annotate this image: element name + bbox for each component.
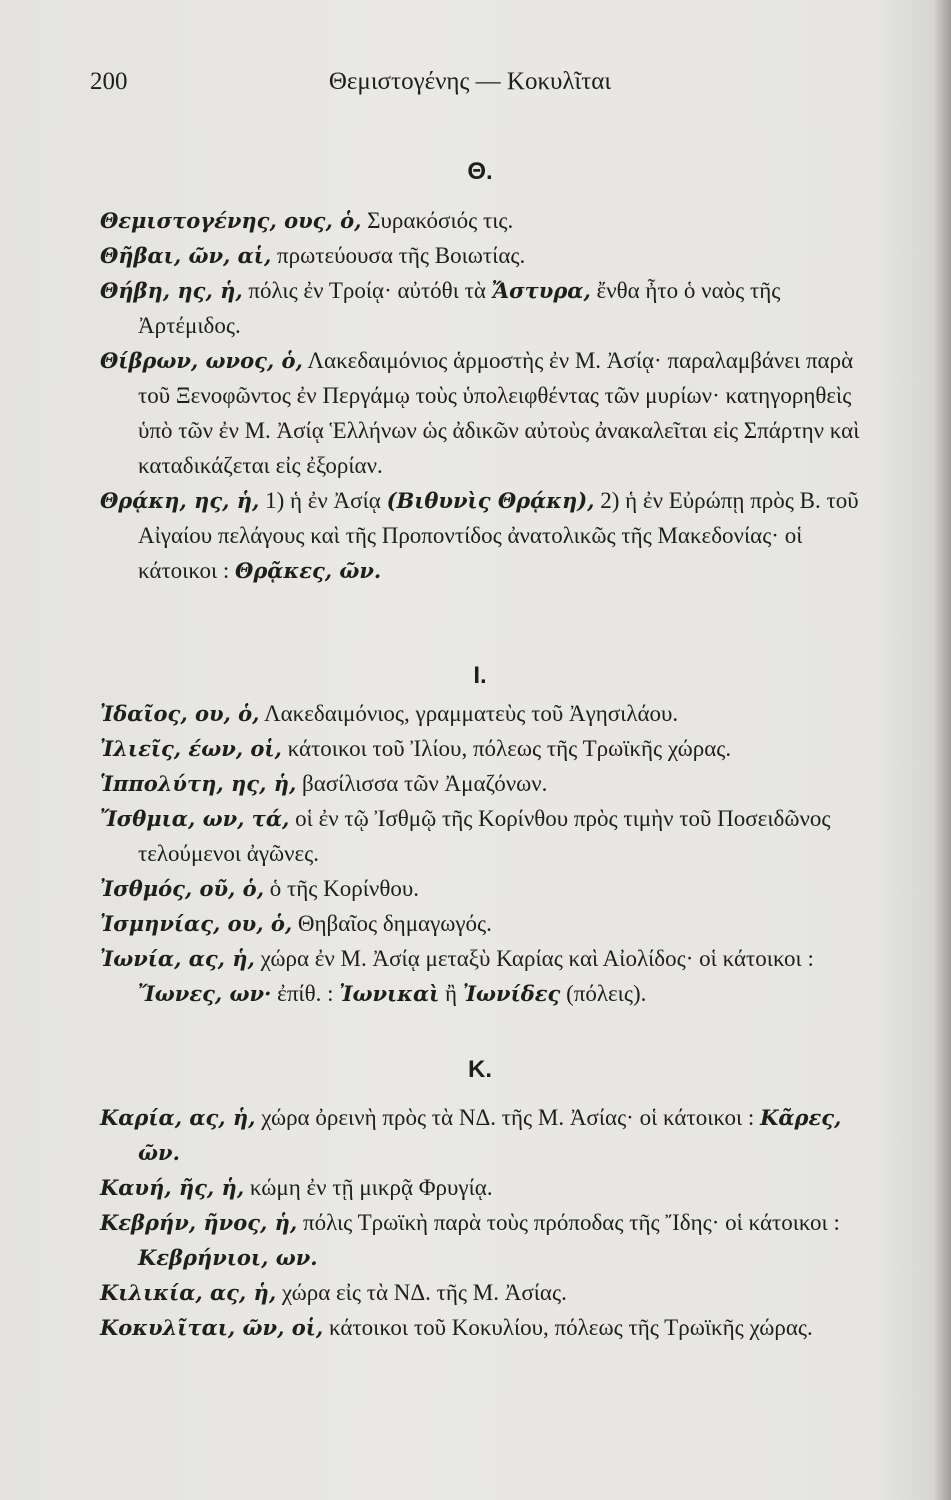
dictionary-entry [100,483,868,588]
page-edge-shadow [933,0,951,1500]
entry-subheadword: Ἰωνικαὶ [339,981,440,1006]
section-letter-kappa: Κ. [468,1056,492,1083]
dictionary-entry [100,871,868,906]
dictionary-entry [100,1170,868,1205]
entry-definition: χώρα ἐν Μ. Ἀσίᾳ μεταξὺ Καρίας καὶ Αἰολίδος· οἱ κάτοικοι : [254,946,814,971]
entry-subheadword: Κεβρήνιοι, ων. [138,1245,318,1270]
entry-definition: βασίλισσα τῶν Ἀμαζόνων. [296,771,548,796]
entry-headword: Θεμιστογένης, ους, ὁ, [100,208,362,233]
entry-definition: Λακεδαιμόνιος, γραμματεὺς τοῦ Ἀγησιλάου. [259,701,679,726]
running-title: Θεμιστογένης — Κοκυλῖται [328,68,612,95]
entry-definition: κάτοικοι τοῦ Κοκυλίου, πόλεως τῆς Τρωϊκῆς χώρας. [323,1315,813,1340]
section-iota-entries [100,696,868,1011]
entry-headword: Κεβρήν, ῆνος, ἡ, [100,1210,298,1235]
entry-definition: ἢ [439,981,463,1006]
entry-subheadword: Ἰωνίδες [462,981,561,1006]
page-number: 200 [90,68,128,95]
dictionary-entry [100,696,868,731]
dictionary-entry [100,906,868,941]
entry-definition: πόλις ἐν Τροίᾳ· αὐτόθι τὰ [242,278,492,303]
entry-subheadword: (Βιθυνὶς Θρᾴκη), [386,488,595,513]
entry-definition: πόλις Τρωϊκὴ παρὰ τοὺς πρόποδας τῆς Ἴδης· οἱ κάτοικοι : [297,1210,840,1235]
entry-headword: Θίβρων, ωνος, ὁ, [100,348,303,373]
entry-headword: Ἰλιεῖς, έων, οἱ, [100,736,282,761]
entry-headword: Καυή, ῆς, ἡ, [100,1175,245,1200]
section-kappa-entries [100,1100,868,1345]
section-letter-iota: Ι. [473,662,487,689]
entry-definition: ἐπίθ. : [271,981,340,1006]
entry-definition: Λακεδαιμόνιος ἁρμοστὴς ἐν Μ. Ἀσίᾳ· παραλαμβάνει παρὰ τοῦ Ξενοφῶντος ἐν Περγάμῳ τοὺς ὑπολειφθέντας τῶν μυρίων· κατηγορηθεὶς ὑπὸ τῶν ἐν Μ. Ἀσίᾳ Ἑλλήνων ὡς ἀδικῶν αὐτοὺς ἀνακαλεῖται εἰς Σπάρτην καὶ καταδικάζεται εἰς ἐξορίαν. [138,348,860,478]
entry-subheadword: Θρᾷκες, ῶν. [235,558,382,583]
entry-headword: Ἰωνία, ας, ἡ, [100,946,255,971]
entry-headword: Ἰδαῖος, ου, ὁ, [100,701,260,726]
entry-subheadword: Ἄστυρα, [491,278,591,303]
entry-subheadword: Κᾶρες, ῶν. [138,1105,842,1165]
entry-headword: Ἴσθμια, ων, τά, [100,806,290,831]
entry-definition: πρωτεύουσα τῆς Βοιωτίας. [271,243,526,268]
entry-definition: Θηβαῖος δημαγωγός. [292,911,492,936]
dictionary-entry [100,343,868,483]
entry-definition: χώρα εἰς τὰ ΝΔ. τῆς Μ. Ἀσίας. [276,1280,567,1305]
entry-definition: χώρα ὀρεινὴ πρὸς τὰ ΝΔ. τῆς Μ. Ἀσίας· οἱ κάτοικοι : [255,1105,761,1130]
entry-headword: Κοκυλῖται, ῶν, οἱ, [100,1315,324,1340]
entry-definition: (πόλεις). [560,981,647,1006]
section-letter-theta: Θ. [467,158,493,185]
dictionary-entry [100,1205,868,1275]
entry-definition: 2) ἡ ἐν Εὐρώπῃ πρὸς Β. τοῦ Αἰγαίου πελάγους καὶ τῆς Προποντίδος ἀνατολικῶς τῆς Μακεδονίας· οἱ κάτοικοι : [138,488,859,583]
dictionary-entry [100,1100,868,1170]
entry-definition: κάτοικοι τοῦ Ἰλίου, πόλεως τῆς Τρωϊκῆς χώρας. [281,736,732,761]
dictionary-entry [100,1310,868,1345]
dictionary-entry [100,801,868,871]
dictionary-entry [100,1275,868,1310]
entry-headword: Θήβη, ης, ἡ, [100,278,243,303]
dictionary-entry [100,273,868,343]
entry-headword: Ἰσθμός, οῦ, ὁ, [100,876,265,901]
entry-headword: Ἰσμηνίας, ου, ὁ, [100,911,293,936]
page-header [90,68,850,108]
entry-definition: 1) ἡ ἐν Ἀσίᾳ [259,488,387,513]
entry-definition: ἔνθα ἦτο ὁ ναὸς τῆς Ἀρτέμιδος. [138,278,781,338]
dictionary-entry [100,238,868,273]
entry-headword: Ἱππολύτη, ης, ἡ, [100,771,297,796]
entry-definition: ὁ τῆς Κορίνθου. [264,876,419,901]
entry-headword: Καρία, ας, ἡ, [100,1105,256,1130]
entry-subheadword: Ἴωνες, ων· [138,981,272,1006]
entry-headword: Θῆβαι, ῶν, αἱ, [100,243,272,268]
section-theta-entries [100,203,868,588]
dictionary-entry [100,766,868,801]
entry-definition: κώμη ἐν τῇ μικρᾷ Φρυγίᾳ. [244,1175,493,1200]
entry-headword: Κιλικία, ας, ἡ, [100,1280,277,1305]
dictionary-entry [100,203,868,238]
dictionary-entry [100,731,868,766]
entry-definition: οἱ ἐν τῷ Ἰσθμῷ τῆς Κορίνθου πρὸς τιμὴν τοῦ Ποσειδῶνος τελούμενοι ἀγῶνες. [138,806,831,866]
entry-headword: Θρᾴκη, ης, ἡ, [100,488,260,513]
dictionary-entry [100,941,868,1011]
entry-definition: Συρακόσιός τις. [361,208,514,233]
